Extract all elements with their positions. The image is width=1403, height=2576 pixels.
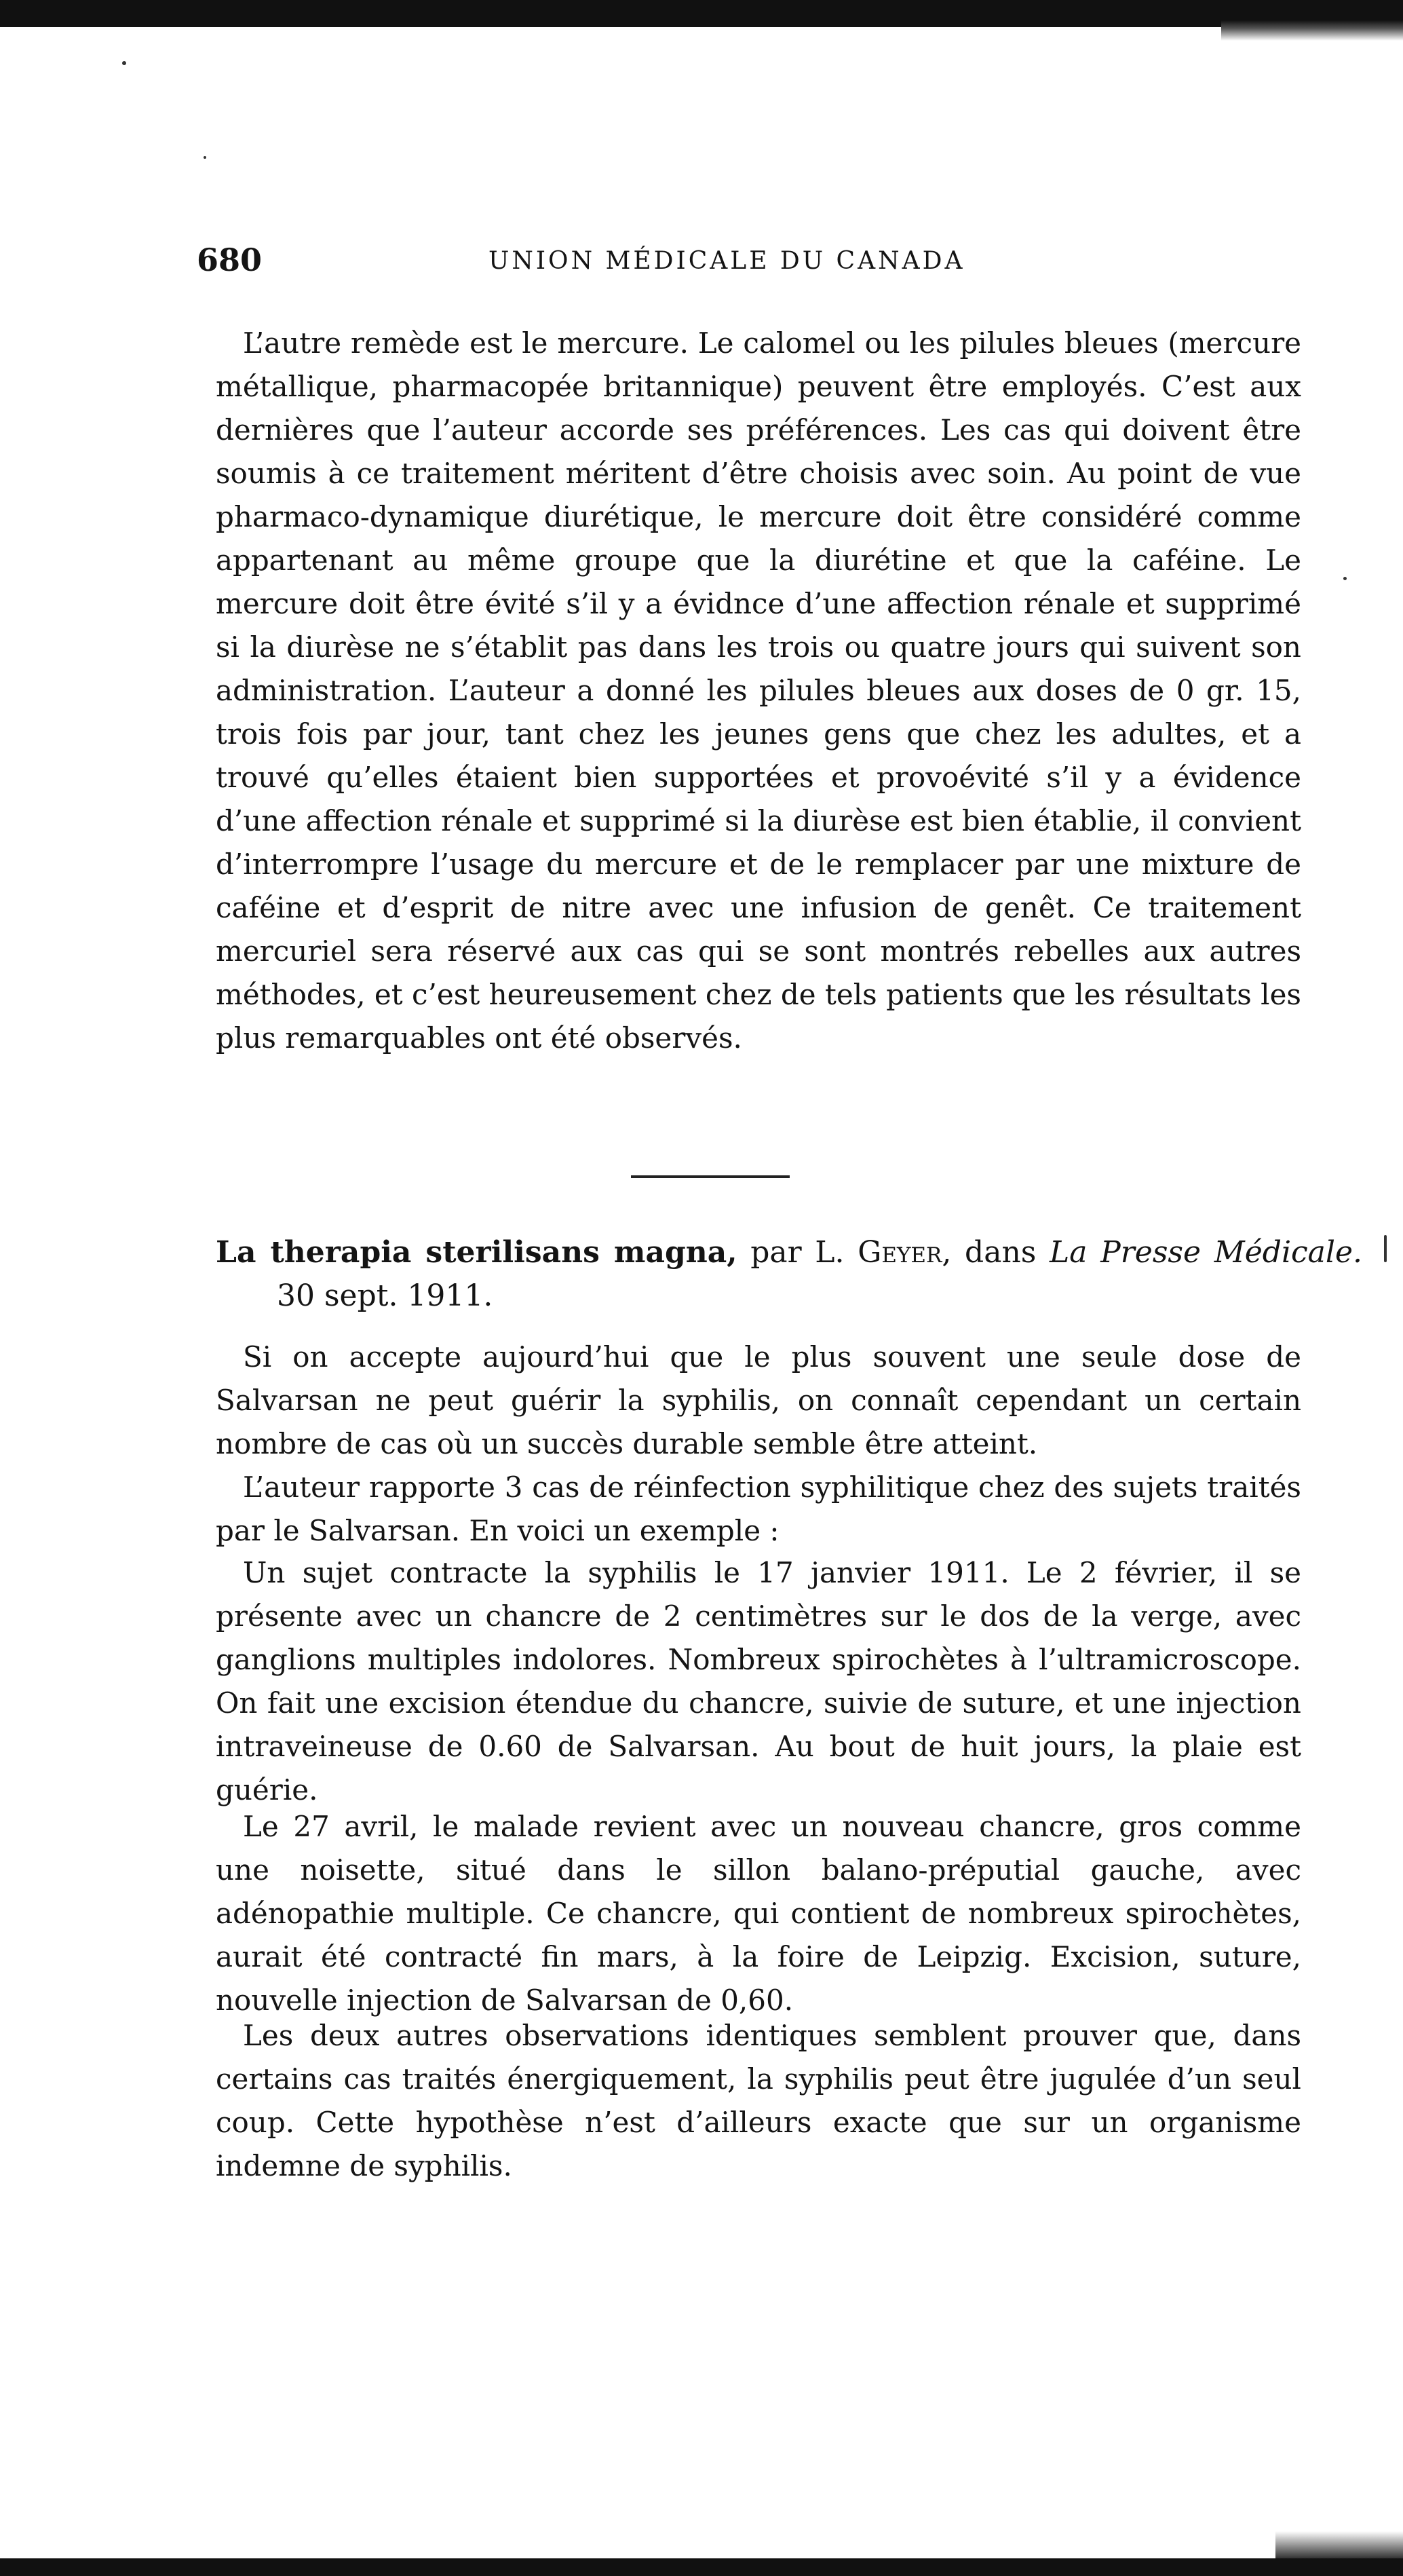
article-author: Geyer [858, 1235, 942, 1270]
section-divider [631, 1175, 790, 1178]
publication-date: 30 sept. 1911. [277, 1278, 493, 1313]
body-paragraph-1: L’autre remède est le mercure. Le calomel ou les pilules bleues (mercure métallique, pharmacopée britannique) peuvent être employés. C’est aux dernières que l’auteur accorde ses préférences. Les cas qui doivent être soumis à ce traitement méritent d’être choisis avec soin. Au point de vue pharmaco-dynamique diurétique, le mercure doit être considéré comme appartenant au même groupe que la diurétine et que la caféine. Le mercure doit être évité s’il y a évidnce d’une affection rénale et supprimé si la diurèse ne s’établit pas dans les trois ou quatre jours qui suivent son administration. L’auteur a donné les pilules bleues aux doses de 0 gr. 15, trois fois par jour, tant chez les jeunes gens que chez les adultes, et a trouvé qu’elles étaient bien supportées et provoévité s’il y a évidence d’une affection rénale et supprimé si la diurèse est bien établie, il convient d’interrompre l’usage du mercure et de le remplacer par une mixture de caféine et d’esprit de nitre avec une infusion de genêt. Ce traitement mercuriel sera réservé aux cas qui se sont montrés rebelles aux autres méthodes, et c’est heureusement chez de tels patients que les résultats les plus remarquables ont été observés. [216, 326, 1301, 1055]
article-citation [216, 1231, 1362, 1318]
article-paragraph-2: L’auteur rapporte 3 cas de réinfection syphilitique chez des sujets traités par le Salvarsan. En voici un exemple : [216, 1471, 1301, 1547]
page-header [197, 242, 1323, 282]
scan-speck [204, 156, 206, 159]
citation-in: , dans [942, 1235, 1050, 1270]
scan-top-edge [0, 0, 1403, 27]
article-paragraph-1: Si on accepte aujourd’hui que le plus souvent une seule dose de Salvarsan ne peut guérir la syphilis, on connaît cependant un certain nombre de cas où un succès durable semble être atteint. [216, 1340, 1301, 1460]
article-paragraph-3: Un sujet contracte la syphilis le 17 janvier 1911. Le 2 février, il se présente avec un chancre de 2 centimètres sur le dos de la verge, avec ganglions multiples indolores. Nombreux spirochètes à l’ultramicroscope. On fait une excision étendue du chancre, suivie de suture, et une injection intraveineuse de 0.60 de Salvarsan. Au bout de huit jours, la plaie est guérie. [216, 1556, 1301, 1806]
running-head: UNION MÉDICALE DU CANADA [488, 247, 965, 275]
article-paragraph-5: Les deux autres observations identiques semblent prouver que, dans certains cas traités énergiquement, la syphilis peut être jugulée d’un seul coup. Cette hypothèse n’est d’ailleurs exacte que sur un organisme indemne de syphilis. [216, 2019, 1301, 2182]
page-number: 680 [197, 242, 263, 278]
scan-bottom-edge [0, 2558, 1403, 2576]
scan-speck [1343, 577, 1347, 580]
citation-by: par L. [737, 1235, 858, 1270]
scan-speck [122, 61, 126, 65]
article-title: La therapia sterilisans magna, [216, 1235, 737, 1270]
article-paragraph-4: Le 27 avril, le malade revient avec un nouveau chancre, gros comme une noisette, situé dans le sillon balano-préputial gauche, avec adénopathie multiple. Ce chancre, qui contient de nombreux spirochètes, aurait été contracté fin mars, à la foire de Leipzig. Excision, suture, nouvelle injection de Salvarsan de 0,60. [216, 1810, 1301, 2017]
scan-speck [1384, 1235, 1387, 1262]
journal-name: La Presse Médicale. [1050, 1235, 1363, 1270]
